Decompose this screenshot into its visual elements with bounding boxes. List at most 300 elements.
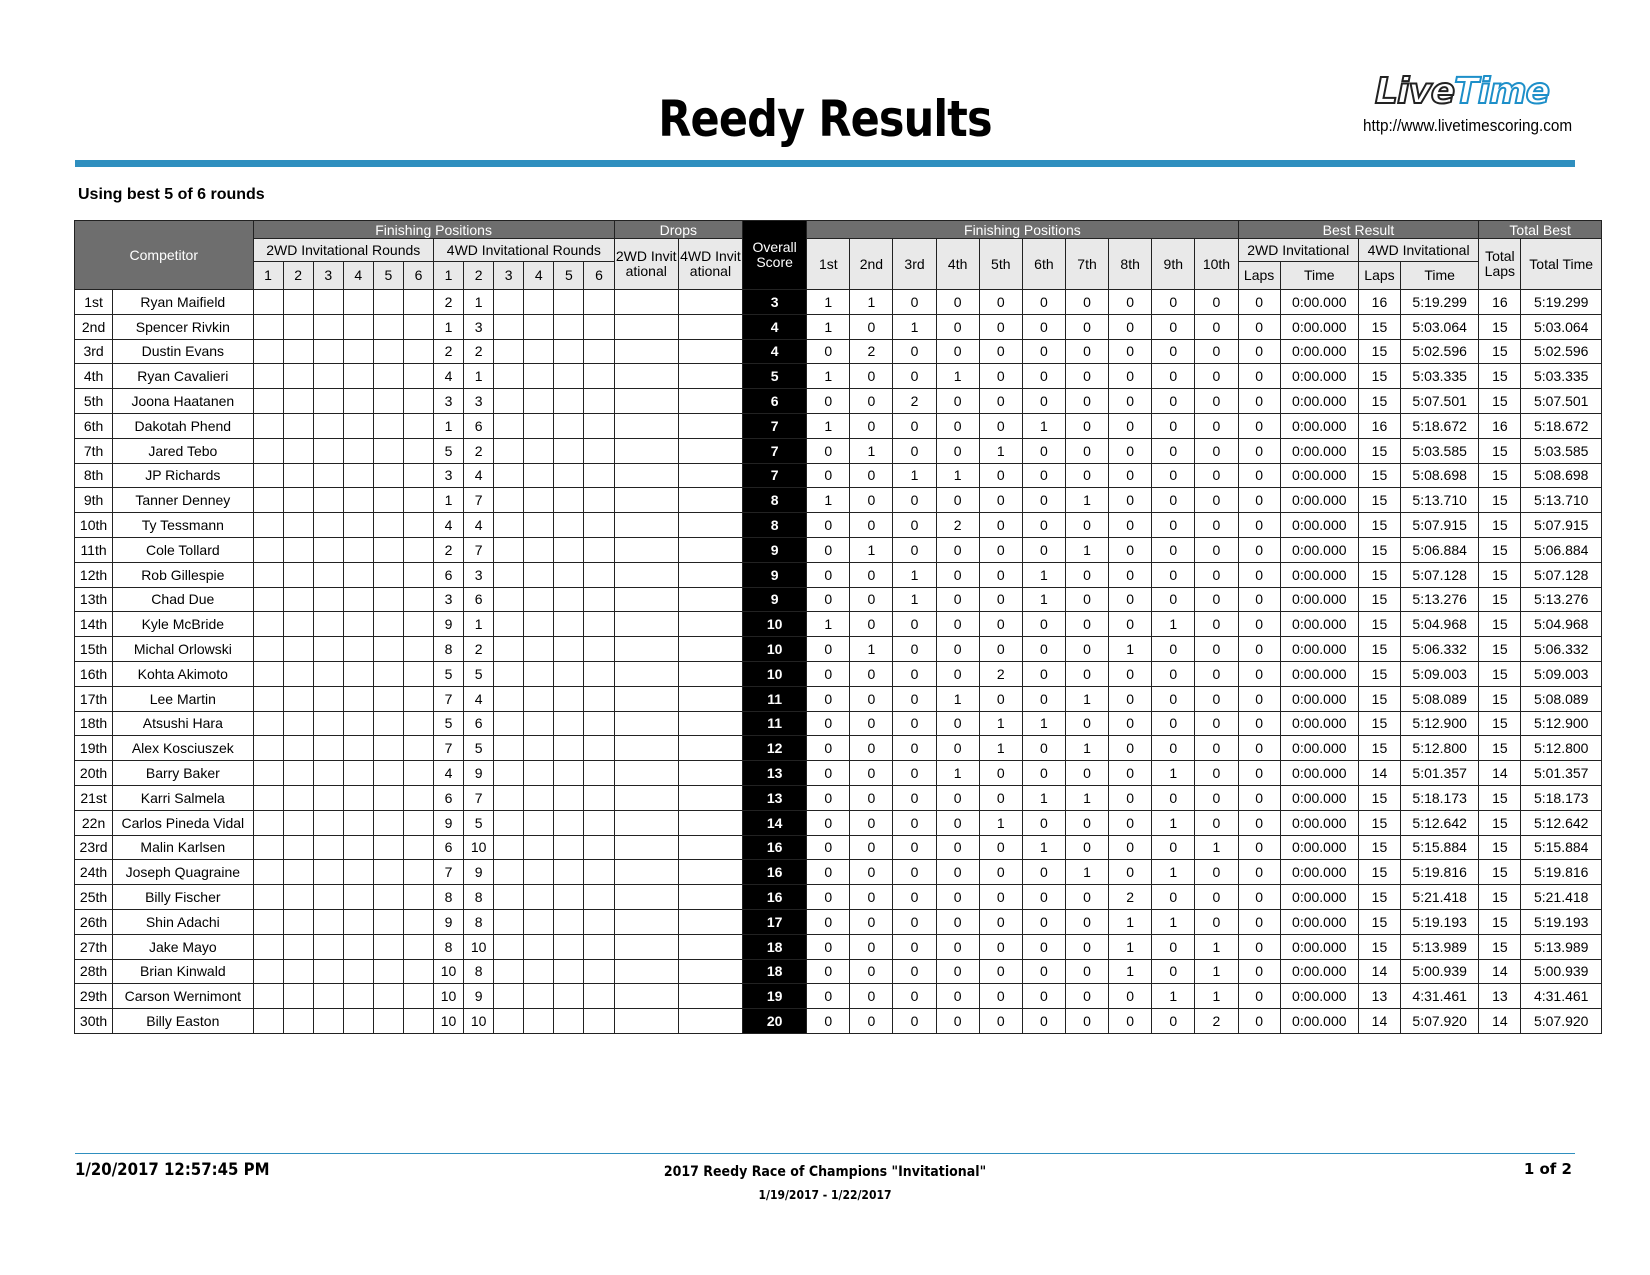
cell-finish-count-7: 1 bbox=[1065, 686, 1108, 711]
cell-total-time: 5:07.920 bbox=[1521, 1009, 1602, 1034]
cell-4wd-round-4 bbox=[524, 785, 554, 810]
cell-2wd-round-2 bbox=[283, 612, 313, 637]
cell-overall-score: 10 bbox=[743, 612, 807, 637]
cell-competitor: Shin Adachi bbox=[113, 909, 253, 934]
cell-2wd-round-2 bbox=[283, 637, 313, 662]
cell-finish-count-1: 1 bbox=[807, 488, 850, 513]
cell-4wd-round-6 bbox=[584, 463, 614, 488]
cell-2wd-round-2 bbox=[283, 339, 313, 364]
cell-total-laps: 14 bbox=[1479, 959, 1521, 984]
cell-best-4wd-laps: 14 bbox=[1358, 959, 1400, 984]
cell-finish-count-6: 0 bbox=[1022, 463, 1065, 488]
header-2wd-rounds: 2WD Invitational Rounds bbox=[253, 239, 433, 262]
cell-drop-4wd bbox=[678, 463, 742, 488]
cell-best-2wd-time: 0:00.000 bbox=[1280, 959, 1358, 984]
cell-finish-count-10: 0 bbox=[1195, 736, 1238, 761]
cell-finish-count-1: 0 bbox=[807, 587, 850, 612]
cell-total-laps: 15 bbox=[1479, 438, 1521, 463]
cell-4wd-round-6 bbox=[584, 909, 614, 934]
cell-finish-count-1: 0 bbox=[807, 389, 850, 414]
cell-2wd-round-4 bbox=[343, 909, 373, 934]
cell-2wd-round-4 bbox=[343, 711, 373, 736]
cell-4wd-round-5 bbox=[554, 959, 584, 984]
cell-4wd-round-4 bbox=[524, 984, 554, 1009]
cell-finish-count-7: 0 bbox=[1065, 909, 1108, 934]
cell-total-laps: 15 bbox=[1479, 364, 1521, 389]
cell-finish-count-5: 0 bbox=[979, 612, 1022, 637]
header-pos-8th: 8th bbox=[1109, 239, 1152, 290]
cell-2wd-round-6 bbox=[403, 761, 433, 786]
cell-finish-count-4: 0 bbox=[936, 661, 979, 686]
cell-finish-count-3: 1 bbox=[893, 314, 936, 339]
cell-total-time: 5:12.800 bbox=[1521, 736, 1602, 761]
cell-drop-2wd bbox=[614, 364, 678, 389]
cell-finish-count-7: 1 bbox=[1065, 860, 1108, 885]
cell-2wd-round-1 bbox=[253, 389, 283, 414]
cell-best-4wd-time: 5:07.501 bbox=[1401, 389, 1479, 414]
cell-finish-count-4: 0 bbox=[936, 488, 979, 513]
cell-2wd-round-6 bbox=[403, 711, 433, 736]
table-row bbox=[75, 984, 1602, 1009]
cell-2wd-round-2 bbox=[283, 860, 313, 885]
cell-finish-count-10: 0 bbox=[1195, 885, 1238, 910]
cell-finish-count-6: 0 bbox=[1022, 389, 1065, 414]
cell-best-4wd-time: 4:31.461 bbox=[1401, 984, 1479, 1009]
header-2wd-round-2: 2 bbox=[283, 262, 313, 290]
cell-best-2wd-laps: 0 bbox=[1238, 513, 1280, 538]
cell-overall-score: 4 bbox=[743, 339, 807, 364]
cell-finish-count-7: 0 bbox=[1065, 711, 1108, 736]
cell-finish-count-3: 0 bbox=[893, 488, 936, 513]
cell-finish-count-6: 0 bbox=[1022, 364, 1065, 389]
cell-drop-4wd bbox=[678, 1009, 742, 1034]
cell-4wd-round-6 bbox=[584, 711, 614, 736]
cell-2wd-round-4 bbox=[343, 587, 373, 612]
cell-4wd-round-5 bbox=[554, 885, 584, 910]
cell-position: 18th bbox=[75, 711, 113, 736]
cell-finish-count-7: 1 bbox=[1065, 488, 1108, 513]
cell-drop-4wd bbox=[678, 885, 742, 910]
cell-4wd-round-3 bbox=[494, 785, 524, 810]
cell-4wd-round-2: 2 bbox=[464, 637, 494, 662]
cell-position: 9th bbox=[75, 488, 113, 513]
cell-drop-2wd bbox=[614, 934, 678, 959]
cell-finish-count-7: 0 bbox=[1065, 984, 1108, 1009]
cell-2wd-round-3 bbox=[313, 835, 343, 860]
cell-finish-count-6: 0 bbox=[1022, 959, 1065, 984]
cell-2wd-round-5 bbox=[373, 835, 403, 860]
cell-competitor: Spencer Rivkin bbox=[113, 314, 253, 339]
cell-finish-count-6: 0 bbox=[1022, 885, 1065, 910]
cell-2wd-round-2 bbox=[283, 587, 313, 612]
cell-total-time: 5:06.332 bbox=[1521, 637, 1602, 662]
cell-4wd-round-2: 7 bbox=[464, 537, 494, 562]
table-row bbox=[75, 686, 1602, 711]
results-table-body bbox=[75, 290, 1602, 1034]
cell-finish-count-10: 0 bbox=[1195, 463, 1238, 488]
cell-2wd-round-5 bbox=[373, 413, 403, 438]
cell-drop-2wd bbox=[614, 1009, 678, 1034]
cell-4wd-round-6 bbox=[584, 860, 614, 885]
cell-4wd-round-4 bbox=[524, 513, 554, 538]
cell-4wd-round-6 bbox=[584, 290, 614, 315]
cell-finish-count-5: 0 bbox=[979, 290, 1022, 315]
cell-4wd-round-5 bbox=[554, 587, 584, 612]
cell-4wd-round-4 bbox=[524, 661, 554, 686]
cell-4wd-round-2: 4 bbox=[464, 686, 494, 711]
cell-position: 13th bbox=[75, 587, 113, 612]
cell-finish-count-10: 0 bbox=[1195, 860, 1238, 885]
cell-best-2wd-time: 0:00.000 bbox=[1280, 364, 1358, 389]
cell-finish-count-9: 0 bbox=[1152, 711, 1195, 736]
cell-best-4wd-time: 5:00.939 bbox=[1401, 959, 1479, 984]
cell-2wd-round-5 bbox=[373, 711, 403, 736]
cell-finish-count-8: 0 bbox=[1109, 413, 1152, 438]
cell-best-4wd-laps: 15 bbox=[1358, 736, 1400, 761]
cell-2wd-round-1 bbox=[253, 934, 283, 959]
cell-finish-count-1: 0 bbox=[807, 761, 850, 786]
cell-best-4wd-time: 5:01.357 bbox=[1401, 761, 1479, 786]
cell-finish-count-8: 0 bbox=[1109, 736, 1152, 761]
cell-finish-count-8: 0 bbox=[1109, 438, 1152, 463]
cell-2wd-round-3 bbox=[313, 290, 343, 315]
cell-4wd-round-2: 8 bbox=[464, 885, 494, 910]
cell-2wd-round-6 bbox=[403, 513, 433, 538]
cell-finish-count-10: 0 bbox=[1195, 661, 1238, 686]
cell-finish-count-1: 0 bbox=[807, 885, 850, 910]
cell-finish-count-4: 0 bbox=[936, 711, 979, 736]
table-row bbox=[75, 488, 1602, 513]
cell-finish-count-1: 0 bbox=[807, 637, 850, 662]
cell-finish-count-2: 0 bbox=[850, 612, 893, 637]
cell-4wd-round-4 bbox=[524, 959, 554, 984]
cell-drop-4wd bbox=[678, 587, 742, 612]
cell-finish-count-4: 0 bbox=[936, 562, 979, 587]
cell-best-4wd-time: 5:02.596 bbox=[1401, 339, 1479, 364]
cell-finish-count-5: 0 bbox=[979, 364, 1022, 389]
cell-finish-count-7: 0 bbox=[1065, 959, 1108, 984]
cell-total-laps: 15 bbox=[1479, 637, 1521, 662]
cell-finish-count-9: 0 bbox=[1152, 290, 1195, 315]
cell-4wd-round-4 bbox=[524, 835, 554, 860]
cell-finish-count-1: 0 bbox=[807, 463, 850, 488]
cell-finish-count-10: 2 bbox=[1195, 1009, 1238, 1034]
cell-finish-count-7: 1 bbox=[1065, 785, 1108, 810]
cell-2wd-round-6 bbox=[403, 389, 433, 414]
header-pos-5th: 5th bbox=[979, 239, 1022, 290]
cell-finish-count-4: 0 bbox=[936, 587, 979, 612]
cell-overall-score: 18 bbox=[743, 934, 807, 959]
cell-finish-count-3: 0 bbox=[893, 761, 936, 786]
cell-4wd-round-5 bbox=[554, 364, 584, 389]
cell-2wd-round-5 bbox=[373, 314, 403, 339]
cell-best-4wd-time: 5:12.800 bbox=[1401, 736, 1479, 761]
cell-competitor: JP Richards bbox=[113, 463, 253, 488]
cell-finish-count-8: 0 bbox=[1109, 835, 1152, 860]
cell-drop-2wd bbox=[614, 959, 678, 984]
cell-2wd-round-1 bbox=[253, 736, 283, 761]
cell-drop-2wd bbox=[614, 984, 678, 1009]
cell-4wd-round-2: 9 bbox=[464, 761, 494, 786]
cell-4wd-round-2: 4 bbox=[464, 463, 494, 488]
table-row bbox=[75, 711, 1602, 736]
cell-2wd-round-5 bbox=[373, 364, 403, 389]
cell-best-4wd-laps: 15 bbox=[1358, 860, 1400, 885]
cell-position: 19th bbox=[75, 736, 113, 761]
cell-finish-count-9: 0 bbox=[1152, 438, 1195, 463]
cell-4wd-round-4 bbox=[524, 463, 554, 488]
cell-finish-count-9: 0 bbox=[1152, 1009, 1195, 1034]
cell-4wd-round-5 bbox=[554, 290, 584, 315]
cell-2wd-round-2 bbox=[283, 785, 313, 810]
header-4wd-round-6: 6 bbox=[584, 262, 614, 290]
cell-2wd-round-4 bbox=[343, 537, 373, 562]
cell-best-4wd-laps: 15 bbox=[1358, 785, 1400, 810]
cell-2wd-round-2 bbox=[283, 810, 313, 835]
cell-finish-count-9: 0 bbox=[1152, 686, 1195, 711]
cell-4wd-round-3 bbox=[494, 389, 524, 414]
cell-2wd-round-2 bbox=[283, 959, 313, 984]
cell-finish-count-9: 0 bbox=[1152, 885, 1195, 910]
cell-best-2wd-laps: 0 bbox=[1238, 389, 1280, 414]
cell-position: 17th bbox=[75, 686, 113, 711]
cell-4wd-round-6 bbox=[584, 537, 614, 562]
cell-finish-count-3: 0 bbox=[893, 984, 936, 1009]
cell-drop-2wd bbox=[614, 909, 678, 934]
cell-4wd-round-3 bbox=[494, 587, 524, 612]
cell-4wd-round-5 bbox=[554, 438, 584, 463]
cell-best-2wd-time: 0:00.000 bbox=[1280, 513, 1358, 538]
cell-finish-count-5: 0 bbox=[979, 860, 1022, 885]
cell-4wd-round-4 bbox=[524, 314, 554, 339]
cell-4wd-round-2: 2 bbox=[464, 438, 494, 463]
footer-timestamp: 1/20/2017 12:57:45 PM bbox=[75, 1160, 270, 1180]
cell-best-2wd-time: 0:00.000 bbox=[1280, 934, 1358, 959]
cell-4wd-round-2: 3 bbox=[464, 389, 494, 414]
cell-drop-2wd bbox=[614, 438, 678, 463]
cell-4wd-round-1: 7 bbox=[434, 860, 464, 885]
cell-4wd-round-5 bbox=[554, 909, 584, 934]
cell-finish-count-7: 0 bbox=[1065, 290, 1108, 315]
cell-finish-count-2: 0 bbox=[850, 389, 893, 414]
cell-4wd-round-6 bbox=[584, 1009, 614, 1034]
cell-overall-score: 11 bbox=[743, 711, 807, 736]
cell-2wd-round-5 bbox=[373, 438, 403, 463]
cell-overall-score: 7 bbox=[743, 438, 807, 463]
cell-finish-count-9: 1 bbox=[1152, 909, 1195, 934]
cell-2wd-round-5 bbox=[373, 612, 403, 637]
cell-drop-2wd bbox=[614, 537, 678, 562]
cell-4wd-round-4 bbox=[524, 711, 554, 736]
cell-best-2wd-laps: 0 bbox=[1238, 934, 1280, 959]
cell-finish-count-2: 1 bbox=[850, 290, 893, 315]
cell-2wd-round-5 bbox=[373, 537, 403, 562]
cell-finish-count-3: 0 bbox=[893, 637, 936, 662]
header-total-time: Total Time bbox=[1521, 239, 1602, 290]
cell-4wd-round-2: 3 bbox=[464, 562, 494, 587]
cell-2wd-round-1 bbox=[253, 909, 283, 934]
cell-best-4wd-laps: 15 bbox=[1358, 314, 1400, 339]
cell-finish-count-5: 0 bbox=[979, 761, 1022, 786]
cell-2wd-round-5 bbox=[373, 463, 403, 488]
cell-total-time: 5:18.173 bbox=[1521, 785, 1602, 810]
cell-best-2wd-time: 0:00.000 bbox=[1280, 711, 1358, 736]
logo-mark-time: Time bbox=[1454, 71, 1549, 112]
cell-finish-count-9: 0 bbox=[1152, 959, 1195, 984]
table-row bbox=[75, 537, 1602, 562]
cell-finish-count-4: 0 bbox=[936, 885, 979, 910]
header-best-4wd-laps: Laps bbox=[1358, 262, 1400, 290]
header-pos-10th: 10th bbox=[1195, 239, 1238, 290]
cell-2wd-round-6 bbox=[403, 314, 433, 339]
cell-finish-count-8: 0 bbox=[1109, 364, 1152, 389]
cell-2wd-round-6 bbox=[403, 612, 433, 637]
cell-4wd-round-3 bbox=[494, 860, 524, 885]
cell-best-4wd-time: 5:19.193 bbox=[1401, 909, 1479, 934]
cell-finish-count-5: 0 bbox=[979, 339, 1022, 364]
cell-4wd-round-4 bbox=[524, 562, 554, 587]
cell-finish-count-10: 0 bbox=[1195, 587, 1238, 612]
cell-finish-count-10: 0 bbox=[1195, 686, 1238, 711]
cell-4wd-round-3 bbox=[494, 314, 524, 339]
header-pos-9th: 9th bbox=[1152, 239, 1195, 290]
cell-best-4wd-laps: 15 bbox=[1358, 339, 1400, 364]
cell-best-4wd-laps: 15 bbox=[1358, 364, 1400, 389]
cell-finish-count-5: 0 bbox=[979, 959, 1022, 984]
cell-2wd-round-6 bbox=[403, 463, 433, 488]
cell-best-4wd-time: 5:07.128 bbox=[1401, 562, 1479, 587]
cell-4wd-round-1: 3 bbox=[434, 389, 464, 414]
cell-position: 26th bbox=[75, 909, 113, 934]
cell-drop-2wd bbox=[614, 736, 678, 761]
cell-4wd-round-3 bbox=[494, 290, 524, 315]
cell-competitor: Tanner Denney bbox=[113, 488, 253, 513]
cell-2wd-round-2 bbox=[283, 438, 313, 463]
cell-competitor: Jared Tebo bbox=[113, 438, 253, 463]
table-row bbox=[75, 909, 1602, 934]
cell-2wd-round-2 bbox=[283, 1009, 313, 1034]
header-pos-2nd: 2nd bbox=[850, 239, 893, 290]
cell-position: 4th bbox=[75, 364, 113, 389]
cell-finish-count-3: 0 bbox=[893, 537, 936, 562]
cell-2wd-round-1 bbox=[253, 612, 283, 637]
cell-2wd-round-1 bbox=[253, 711, 283, 736]
cell-best-2wd-time: 0:00.000 bbox=[1280, 488, 1358, 513]
cell-position: 16th bbox=[75, 661, 113, 686]
header-finishing-positions-2: Finishing Positions bbox=[807, 221, 1238, 239]
cell-finish-count-3: 0 bbox=[893, 885, 936, 910]
cell-4wd-round-3 bbox=[494, 909, 524, 934]
cell-4wd-round-3 bbox=[494, 686, 524, 711]
table-row bbox=[75, 736, 1602, 761]
header-pos-6th: 6th bbox=[1022, 239, 1065, 290]
cell-4wd-round-3 bbox=[494, 513, 524, 538]
cell-total-laps: 15 bbox=[1479, 711, 1521, 736]
cell-best-2wd-laps: 0 bbox=[1238, 885, 1280, 910]
cell-best-2wd-time: 0:00.000 bbox=[1280, 761, 1358, 786]
cell-2wd-round-2 bbox=[283, 761, 313, 786]
cell-best-2wd-laps: 0 bbox=[1238, 364, 1280, 389]
cell-competitor: Michal Orlowski bbox=[113, 637, 253, 662]
cell-finish-count-2: 0 bbox=[850, 885, 893, 910]
cell-finish-count-3: 1 bbox=[893, 562, 936, 587]
cell-2wd-round-4 bbox=[343, 290, 373, 315]
cell-2wd-round-1 bbox=[253, 537, 283, 562]
cell-drop-2wd bbox=[614, 562, 678, 587]
cell-2wd-round-1 bbox=[253, 835, 283, 860]
cell-2wd-round-1 bbox=[253, 860, 283, 885]
cell-finish-count-6: 0 bbox=[1022, 984, 1065, 1009]
cell-finish-count-1: 0 bbox=[807, 661, 850, 686]
cell-finish-count-1: 0 bbox=[807, 785, 850, 810]
cell-finish-count-8: 0 bbox=[1109, 711, 1152, 736]
cell-competitor: Ryan Maifield bbox=[113, 290, 253, 315]
cell-overall-score: 14 bbox=[743, 810, 807, 835]
cell-2wd-round-2 bbox=[283, 835, 313, 860]
header-total-best: Total Best bbox=[1479, 221, 1602, 239]
cell-best-4wd-laps: 15 bbox=[1358, 537, 1400, 562]
cell-position: 27th bbox=[75, 934, 113, 959]
cell-drop-2wd bbox=[614, 785, 678, 810]
cell-4wd-round-2: 1 bbox=[464, 612, 494, 637]
cell-4wd-round-4 bbox=[524, 1009, 554, 1034]
cell-2wd-round-6 bbox=[403, 885, 433, 910]
cell-4wd-round-5 bbox=[554, 637, 584, 662]
cell-best-4wd-time: 5:13.710 bbox=[1401, 488, 1479, 513]
cell-position: 6th bbox=[75, 413, 113, 438]
cell-finish-count-3: 0 bbox=[893, 290, 936, 315]
cell-best-4wd-time: 5:09.003 bbox=[1401, 661, 1479, 686]
cell-4wd-round-5 bbox=[554, 314, 584, 339]
cell-2wd-round-1 bbox=[253, 513, 283, 538]
header-pos-1st: 1st bbox=[807, 239, 850, 290]
cell-finish-count-10: 1 bbox=[1195, 934, 1238, 959]
cell-best-2wd-time: 0:00.000 bbox=[1280, 860, 1358, 885]
cell-2wd-round-1 bbox=[253, 339, 283, 364]
table-row bbox=[75, 885, 1602, 910]
cell-position: 10th bbox=[75, 513, 113, 538]
cell-competitor: Joona Haatanen bbox=[113, 389, 253, 414]
cell-finish-count-2: 0 bbox=[850, 909, 893, 934]
cell-finish-count-1: 1 bbox=[807, 290, 850, 315]
cell-total-time: 5:19.816 bbox=[1521, 860, 1602, 885]
cell-4wd-round-3 bbox=[494, 810, 524, 835]
cell-finish-count-2: 0 bbox=[850, 984, 893, 1009]
cell-2wd-round-5 bbox=[373, 637, 403, 662]
cell-2wd-round-6 bbox=[403, 984, 433, 1009]
cell-2wd-round-6 bbox=[403, 686, 433, 711]
cell-overall-score: 11 bbox=[743, 686, 807, 711]
cell-2wd-round-6 bbox=[403, 562, 433, 587]
cell-competitor: Brian Kinwald bbox=[113, 959, 253, 984]
cell-total-laps: 15 bbox=[1479, 835, 1521, 860]
cell-4wd-round-6 bbox=[584, 364, 614, 389]
cell-total-laps: 15 bbox=[1479, 661, 1521, 686]
cell-best-2wd-time: 0:00.000 bbox=[1280, 413, 1358, 438]
cell-best-2wd-time: 0:00.000 bbox=[1280, 785, 1358, 810]
header-drop-2wd: 2WD Invitational bbox=[614, 239, 678, 290]
cell-best-2wd-laps: 0 bbox=[1238, 736, 1280, 761]
cell-finish-count-6: 0 bbox=[1022, 438, 1065, 463]
cell-best-2wd-laps: 0 bbox=[1238, 686, 1280, 711]
cell-finish-count-10: 1 bbox=[1195, 984, 1238, 1009]
cell-4wd-round-4 bbox=[524, 736, 554, 761]
cell-4wd-round-6 bbox=[584, 885, 614, 910]
cell-2wd-round-2 bbox=[283, 290, 313, 315]
cell-best-4wd-laps: 15 bbox=[1358, 711, 1400, 736]
cell-best-4wd-time: 5:13.276 bbox=[1401, 587, 1479, 612]
header-best-2wd: 2WD Invitational bbox=[1238, 239, 1358, 262]
